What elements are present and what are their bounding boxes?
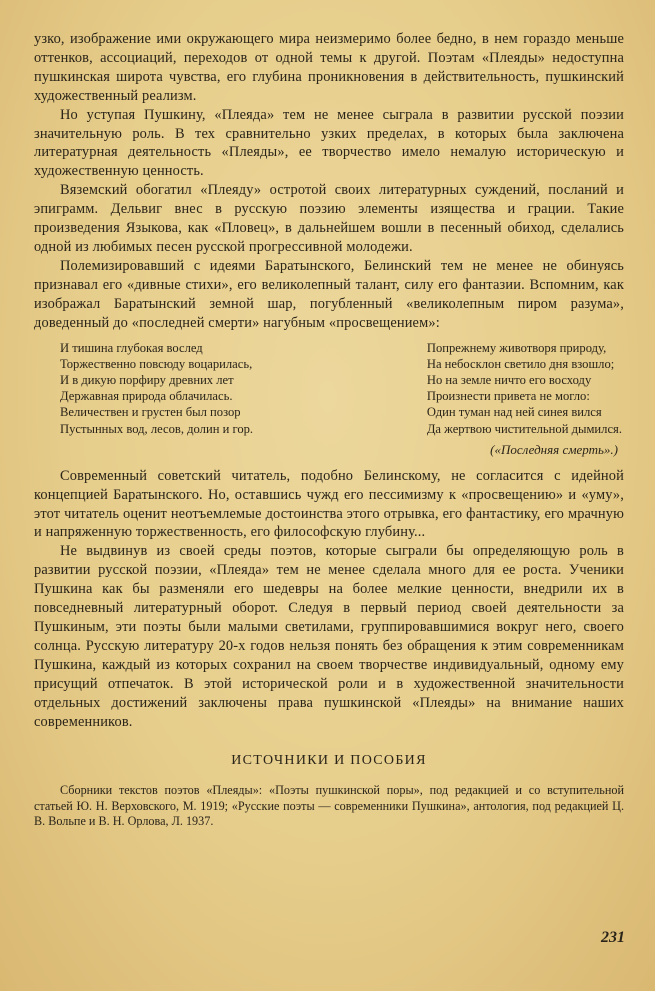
paragraph-3: Вяземский обогатил «Плеяду» остротой своих литературных суждений, посланий и эпиграмм. Дельвиг внес в русскую поэзию элементы изящества и грации. Такие произведения Языкова, как «Пловец», в дальнейшем вошли в песенный обиход, сделались одной из любимых песен русской прогрессивной молодежи. [34, 182, 624, 255]
poem-line: Величествен и грустен был позор [60, 405, 241, 420]
poem-line: Пустынных вод, лесов, долин и гор. [60, 421, 254, 436]
poem-line: Да жертвою чистительной дымился. [426, 421, 622, 436]
paragraph-6: Не выдвинув из своей среды поэтов, которые сыграли бы определяющую роль в развитии русской поэзии, «Плеяда» тем не менее сделала много для ее роста. Ученики Пушкина как бы разменяли его шедевры на более мелкие ценности, внедрили их в повседневный литературный оборот. Следуя в первый период своей деятельности за Пушкиным, эти поэты были малыми светилами, группировавшимися вокруг него, своего солнца. Русскую литературу 20-х годов нельзя понять без обращения к этим современникам Пушкина, каждый из которых сохранил на своем творчестве индивидуальный, одному ему присущий отпечаток. В этой исторической роли и в художественной значительности отдельных достижений заключены права пушкинской «Плеяды» на внимание наших современников. [34, 543, 624, 730]
poem-column-left [60, 340, 253, 437]
poem-line: Но на земле ничто его восходу [426, 372, 592, 387]
poem-line: И в дикую порфиру древних лет [60, 372, 234, 387]
poem-line: Торжественно повсюду воцарилась, [60, 356, 253, 371]
sources-text: Сборники текстов поэтов «Плеяды»: «Поэты пушкинской поры», под редакцией и со вступительной статьей Ю. Н. Верховского, М. 1919; «Русские поэты — современники Пушкина», антология, под редакцией Ц. В. Вольпе и В. Н. Орлова, Л. 1937. [34, 783, 624, 829]
page-content [34, 30, 624, 830]
poem-line: Один туман над ней синея вился [426, 405, 602, 420]
poem-line: И тишина глубокая вослед [60, 340, 203, 355]
poem-quote [60, 340, 622, 437]
section-title: ИСТОЧНИКИ И ПОСОБИЯ [231, 753, 427, 769]
poem-line: Произнести привета не могло: [426, 389, 590, 404]
poem-line: Попрежнему животворя природу, [426, 340, 607, 355]
poem-line: На небосклон светило дня взошло; [426, 356, 615, 371]
poem-source: («Последняя смерть».) [490, 441, 618, 457]
paragraph-2: Но уступая Пушкину, «Плеяда» тем не менее сыграла в развитии русской поэзии значительную роль. В тех сравнительно узких пределах, в которых была заключена литературная деятельность «Плеяды», ее творчество имело немалую историческую и художественную ценность. [34, 106, 624, 180]
poem-column-right [427, 340, 622, 437]
poem-line: Державная природа облачилась. [60, 389, 233, 404]
paragraph-4: Полемизировавший с идеями Баратынского, Белинский тем не менее не обинуясь признавал его «дивные стихи», его великолепный талант, силу его фантазии. Вспомним, как изображал Баратынский земной шар, погубленный «великолепным пиром разума», доведенный до «последней смерти» нагубным «просвещением»: [34, 257, 624, 331]
page-number: 231 [601, 929, 625, 946]
paragraph-1: узко, изображение ими окружающего мира неизмеримо более бедно, в нем гораздо меньше оттенков, ассоциаций, переходов от одной темы к другой. Поэтам «Плеяды» недоступна пушкинская широта чувства, его глубина проникновения в действительность, пушкинский художественный реализм. [34, 31, 624, 104]
paragraph-5: Современный советский читатель, подобно Белинскому, не согласится с идейной концепцией Баратынского. Но, оставшись чужд его пессимизму к «просвещению» и «уму», этот читатель оценит неотъемлемые достоинства этого отрывка, его фантастику, его мрачную и напряженную торжественность, его философскую глубину... [34, 467, 624, 541]
